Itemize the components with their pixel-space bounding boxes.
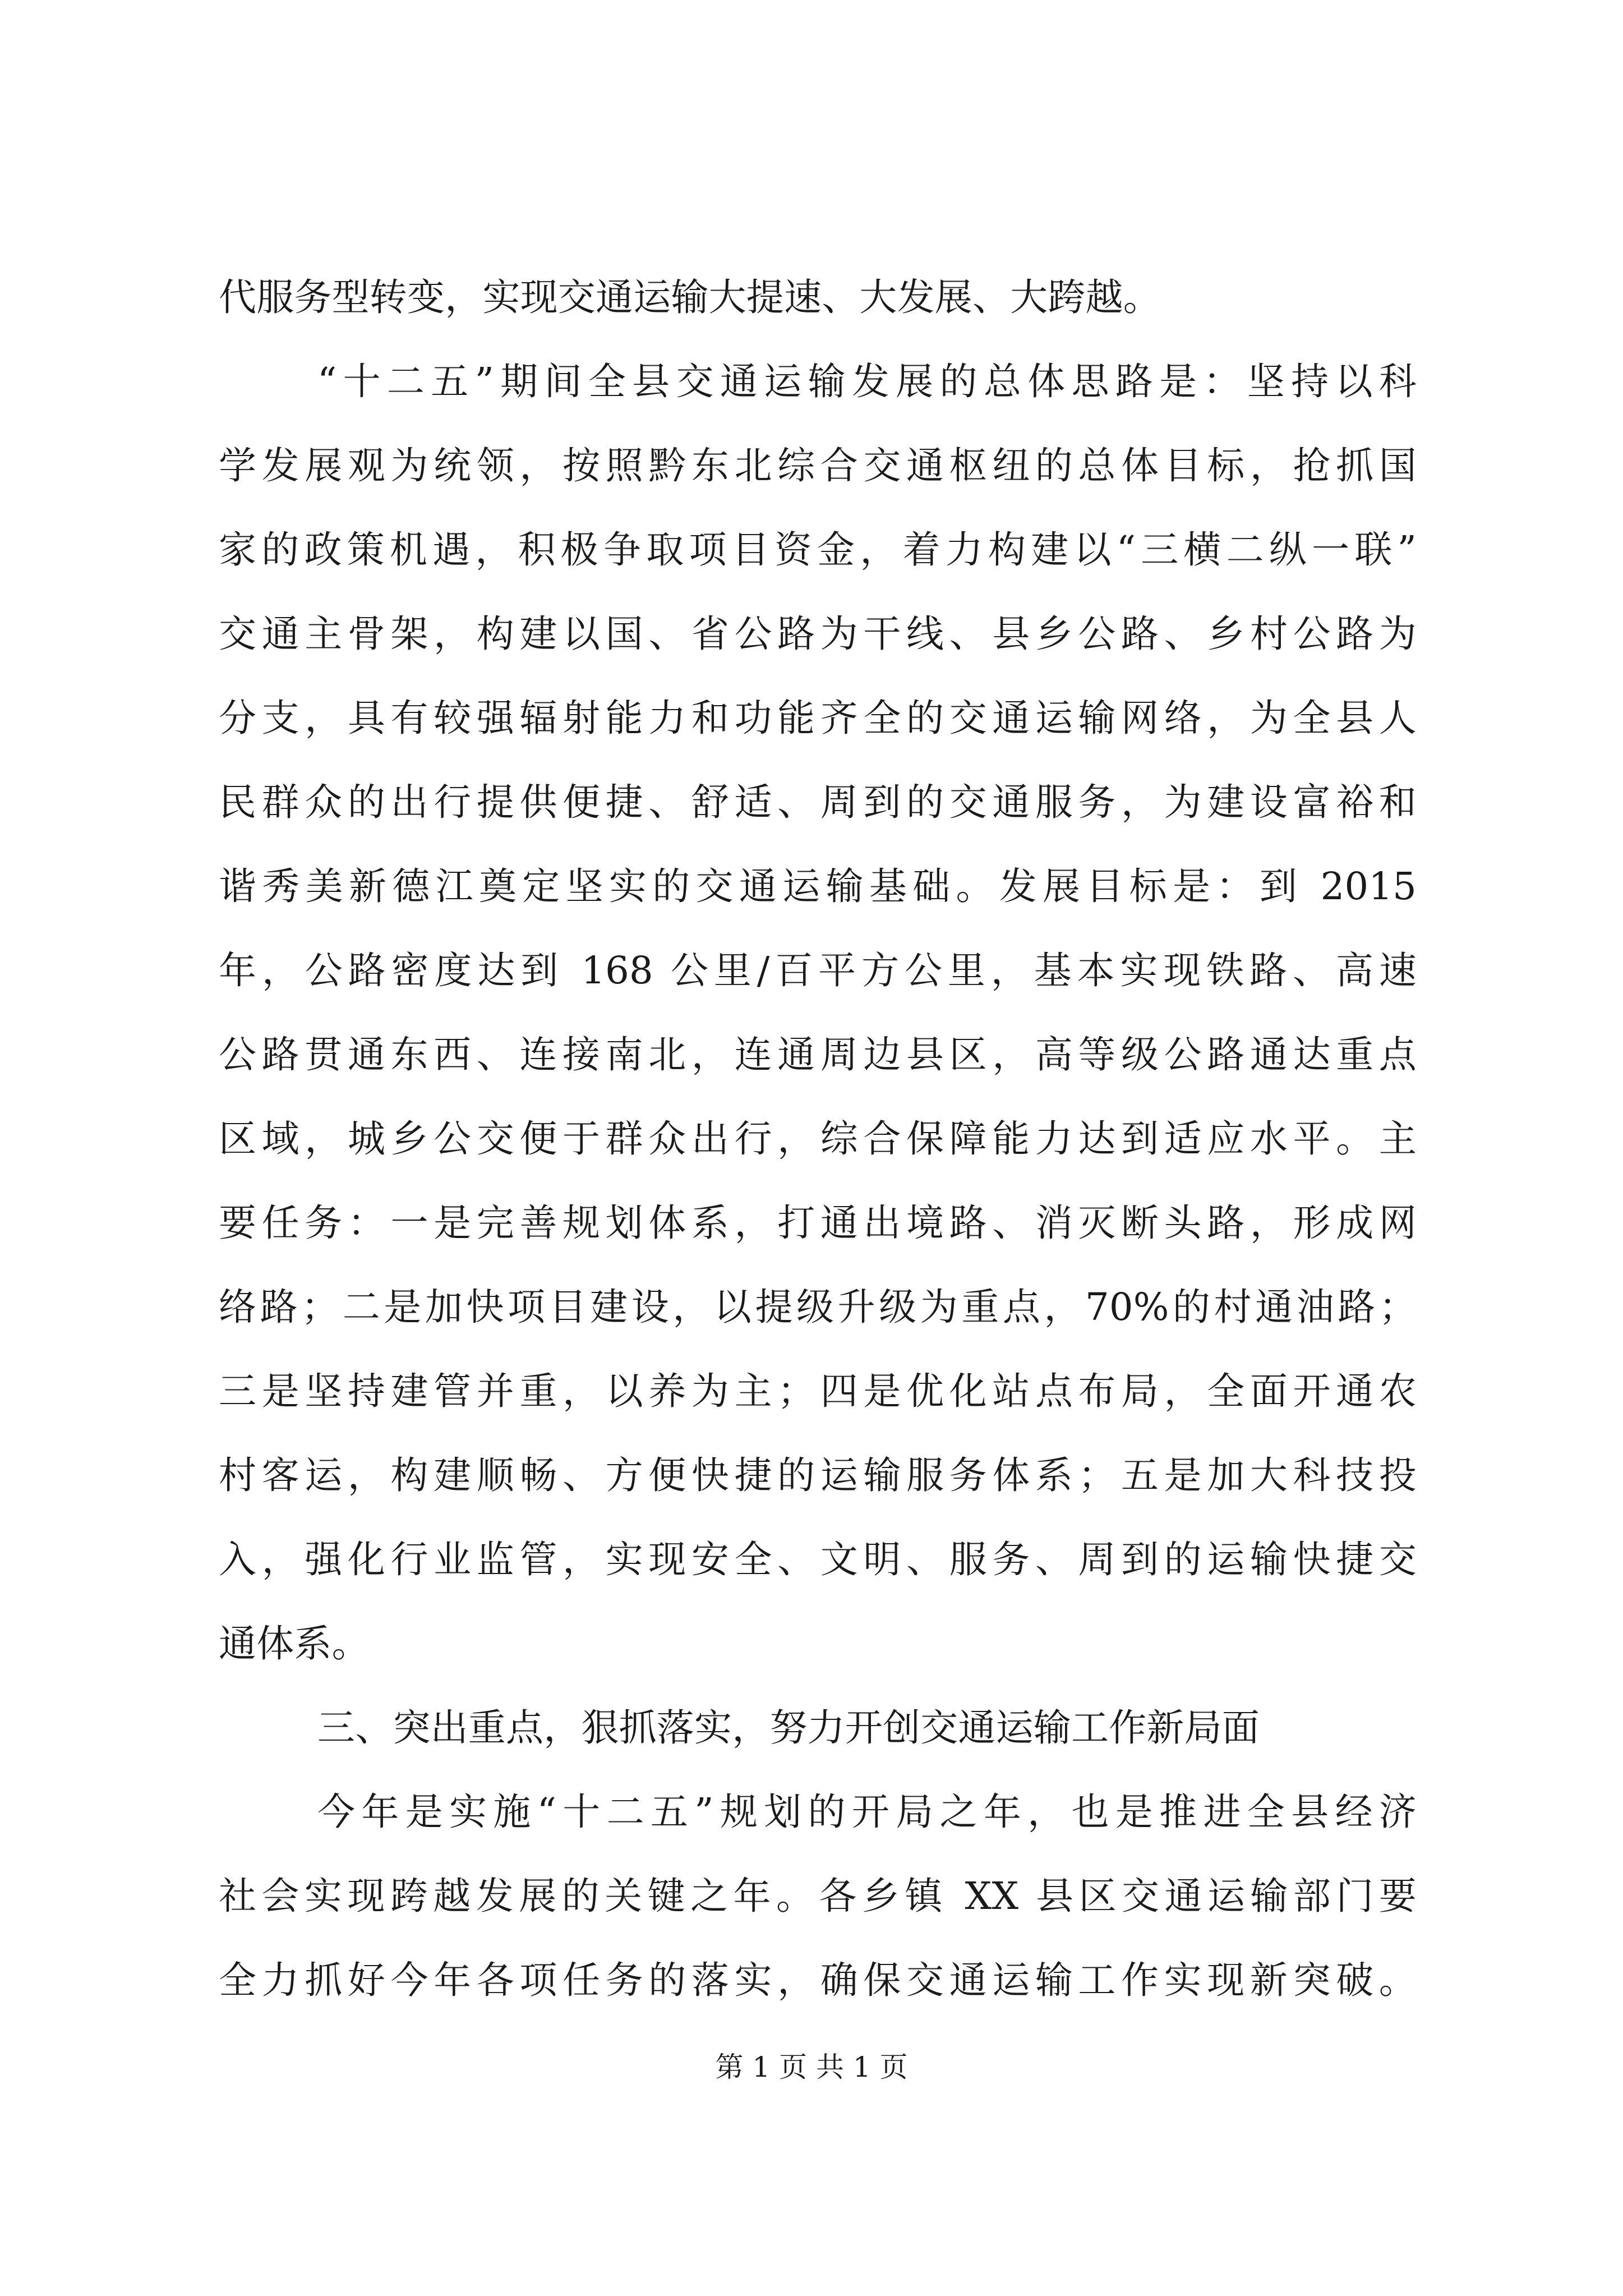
text-line: 民群众的出行提供便捷、舒适、周到的交通服务，为建设富裕和	[219, 780, 1417, 824]
section-heading: 三、突出重点，狠抓落实，努力开创交通运输工作新局面	[317, 1706, 1260, 1750]
text-line: 家的政策机遇，积极争取项目资金，着力构建以“三横二纵一联”	[219, 528, 1417, 572]
text-line: 公路贯通东西、连接南北，连通周边县区，高等级公路通达重点	[219, 1033, 1417, 1076]
text-line: “十二五”期间全县交通运输发展的总体思路是：坚持以科	[317, 360, 1417, 403]
text-line: 今年是实施“十二五”规划的开局之年，也是推进全县经济	[317, 1790, 1417, 1834]
page-footer: 第 1 页 共 1 页	[715, 2051, 908, 2083]
text-line: 代服务型转变，实现交通运输大提速、大发展、大跨越。	[219, 275, 1161, 319]
text-line: 络路；二是加快项目建设，以提级升级为重点，70%的村通油路；	[219, 1285, 1417, 1329]
text-line: 谐秀美新德江奠定坚实的交通运输基础。发展目标是：到 2015	[219, 864, 1417, 908]
text-line: 村客运，构建顺畅、方便快捷的运输服务体系；五是加大科技投	[219, 1453, 1417, 1497]
text-line: 学发展观为统领，按照黔东北综合交通枢纽的总体目标，抢抓国	[219, 444, 1417, 487]
text-line: 要任务：一是完善规划体系，打通出境路、消灭断头路，形成网	[219, 1201, 1417, 1245]
text-line: 交通主骨架，构建以国、省公路为干线、县乡公路、乡村公路为	[219, 612, 1417, 656]
text-line: 通体系。	[219, 1622, 370, 1665]
text-line: 分支，具有较强辐射能力和功能齐全的交通运输网络，为全县人	[219, 696, 1417, 740]
text-line: 社会实现跨越发展的关键之年。各乡镇 XX 县区交通运输部门要	[219, 1874, 1417, 1918]
text-line: 入，强化行业监管，实现安全、文明、服务、周到的运输快捷交	[219, 1538, 1417, 1581]
text-line: 全力抓好今年各项任务的落实，确保交通运输工作实现新突破。	[219, 1958, 1417, 2002]
text-line: 三是坚持建管并重，以养为主；四是优化站点布局，全面开通农	[219, 1369, 1417, 1413]
text-line: 区域，城乡公交便于群众出行，综合保障能力达到适应水平。主	[219, 1117, 1417, 1161]
text-line: 年，公路密度达到 168 公里/百平方公里，基本实现铁路、高速	[219, 949, 1417, 992]
